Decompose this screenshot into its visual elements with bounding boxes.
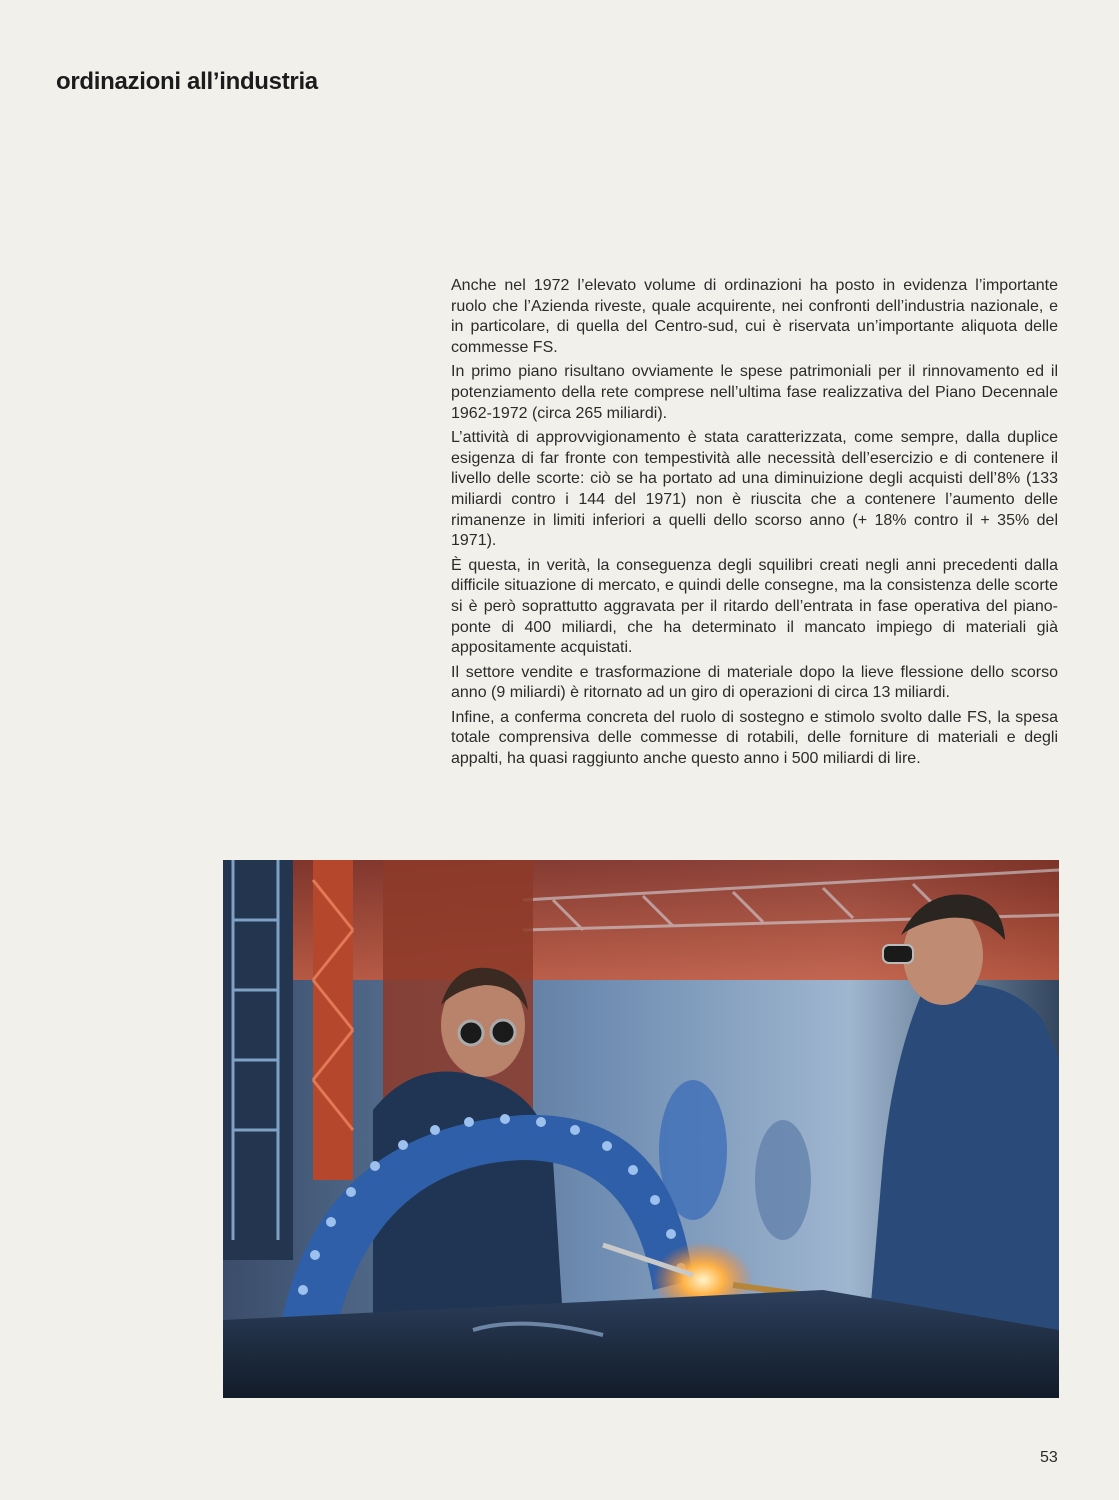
page-number: 53 (1040, 1449, 1058, 1466)
workshop-photo-illustration (223, 860, 1059, 1398)
paragraph-spese-patrimoniali: In primo piano risultano ovviamente le spese patrimoniali per il rinnovamento ed il potenziamento della rete comprese nell’ultima fase realizzativa del Piano Decennale 1962-1972 (circa 265 miliardi). (451, 363, 1058, 422)
goggle-right-icon (491, 1020, 515, 1044)
paragraph-approvvigionamento: L’attività di approvvigionamento è stata caratterizzata, come sempre, dalla duplice esigenza di far fronte con tempestività alle necessità dell’esercizio e di contenere il livello delle scorte: ciò se ha portato ad una diminuizione degli acquisti dell’8% (133 miliardi contro i 144 del 1971) non è riuscita che a contenere l’aumento delle rimanenze in limiti inferiori a quelli dello scorso anno (+ 18% contro il + 35% del 1971). (451, 429, 1058, 550)
paragraph-ordinazioni: Anche nel 1972 l’elevato volume di ordinazioni ha posto in evidenza l’importante ruolo che l’Azienda riveste, quale acquirente, nei confronti dell’industria nazionale, e in particolare, di quella del Centro-sud, cui è riservata un’importante aliquota delle commesse FS. (451, 277, 1058, 356)
paragraph-squilibri: È questa, in verità, la conseguenza degli squilibri creati negli anni precedenti dalla difficile situazione di mercato, e quindi delle consegne, ma la consistenza delle scorte si è però soprattutto aggravata per il ritardo dell’entrata in fase operativa del piano-ponte di 400 miliardi, che ha determinato il mancato impiego di materiali già appositamente acquistati. (451, 556, 1058, 657)
right-goggles-icon (883, 945, 913, 963)
page-title: ordinazioni all’industria (56, 68, 318, 95)
background-worker-2 (755, 1120, 811, 1240)
paragraph-settore-vendite: Il settore vendite e trasformazione di materiale dopo la lieve flessione dello scorso anno (9 miliardi) è ritornato ad un giro di operazioni di circa 13 miliardi. (451, 663, 1058, 702)
workshop-photo (223, 860, 1059, 1398)
goggle-left-icon (459, 1021, 483, 1045)
paragraph-spesa-totale: Infine, a conferma concreta del ruolo di sostegno e stimolo svolto dalle FS, la spesa totale comprensiva delle commesse di rotabili, delle forniture di materiali e degli appalti, ha quasi raggiunto anche questo anno i 500 miliardi di lire. (451, 708, 1058, 768)
red-column (313, 860, 353, 1180)
body-text (451, 276, 1058, 774)
